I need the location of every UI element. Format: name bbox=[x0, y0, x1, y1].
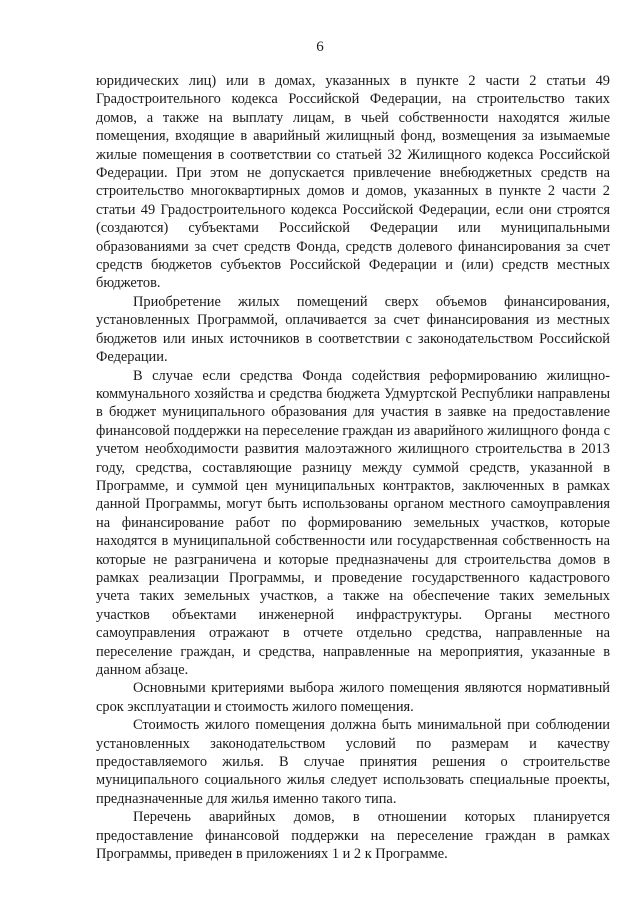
paragraph-selection-criteria: Основными критериями выбора жилого помещения являются нормативный срок эксплуатации и стоимость жилого помещения. bbox=[96, 680, 610, 715]
page-number: 6 bbox=[316, 39, 324, 55]
document-body bbox=[96, 72, 610, 863]
paragraph-fund-allocation: В случае если средства Фонда содействия реформированию жилищно-коммунального хозяйства и средства бюджета Удмуртской Республики направлены в бюджет муниципального образования для участия в заявке на предоставление финансовой поддержки на переселение граждан из аварийного жилищного фонда с учетом необходимости развития малоэтажного жилищного строительства в 2013 году, средства, составляющие разницу между суммой средств, указанной в Программе, и суммой цен муниципальных контрактов, заключенных в рамках данной Программы, могут быть использованы органом местного самоуправления на финансирование работ по формированию земельных участков, которые находятся в муниципальной собственности или государственная собственность на которые не разграничена и которые предназначены для строительства домов в рамках реализации Программы, и проведение государственного кадастрового учета таких земельных участков, а также на обеспечение таких земельных участков объектами инженерной инфраструктуры. Органы местного самоуправления отражают в отчете отдельно средства, направленные на переселение граждан, и средства, направленные на мероприятия, указанные в данном абзаце. bbox=[96, 367, 610, 678]
paragraph-purchase-over-limits: Приобретение жилых помещений сверх объемов финансирования, установленных Программой, оплачивается за счет финансирования из местных бюджетов или иных источников в соответствии с законодательством Российской Федерации. bbox=[96, 293, 610, 366]
paragraph-continuation: юридических лиц) или в домах, указанных в пункте 2 части 2 статьи 49 Градостроительного кодекса Российской Федерации, на строительство таких домов, а также на выплату лицам, в чьей собственности находятся жилые помещения, входящие в аварийный жилищный фонд, возмещения за изымаемые жилые помещения в соответствии со статьей 32 Жилищного кодекса Российской Федерации. При этом не допускается привлечение внебюджетных средств на строительство многоквартирных домов и домов, указанных в пункте 2 части 2 статьи 49 Градостроительного кодекса Российской Федерации, если они строятся (создаются) субъектами Российской Федерации или муниципальными образованиями за счет средств Фонда, средств долевого финансирования за счет средств бюджетов субъектов Российской Федерации и (или) средств местных бюджетов. bbox=[96, 73, 610, 292]
paragraph-housing-cost: Стоимость жилого помещения должна быть минимальной при соблюдении установленных законодательством условий по размерам и качеству предоставляемого жилья. В случае принятия решения о строительстве муниципального социального жилья следует использовать специальные проекты, предназначенные для жилья именно такого типа. bbox=[96, 717, 610, 807]
paragraph-emergency-houses-list: Перечень аварийных домов, в отношении которых планируется предоставление финансовой поддержки на переселение граждан в рамках Программы, приведен в приложениях 1 и 2 к Программе. bbox=[96, 809, 610, 863]
